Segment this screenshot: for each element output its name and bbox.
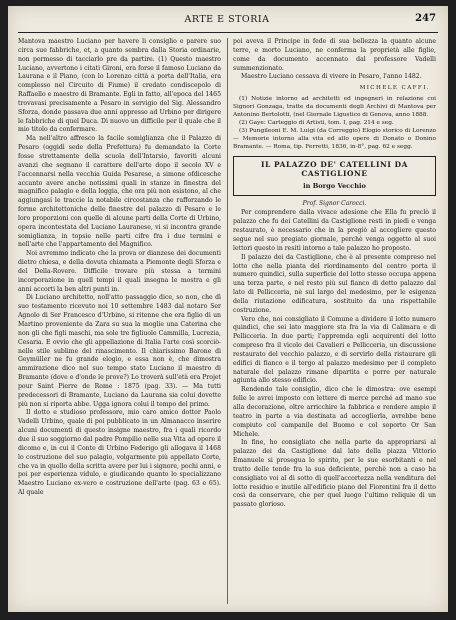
newspaper-page [8,6,448,612]
left-paragraph: Di Luciano architetto, noll'atto passaggio dice, so non, che dì suo testamento ricevuto noi 10 settembre 1483 dal notaro Ser Agnolo di Ser Francesco d'Urbino, si ritenne che era figlio di un Martino proveniente da Zara su sua la moglie una Caterina che non gli che figli maschi, ma sole tre figliuole Cammilla, Lucrezia, Cesaria. E ovvio che gli appellazione di Italia l'arte così scorciò-nelle stile sublime del rinascimento. Il chiarissimo Barone di Geymüller ne fu grande elogio, e essa non è, che dimostra ammirazione dico nel suo tempo stato Luciano il maestro di Bramante (dove e d'onde le prove?) Lo troverà sull'età era Projet pour Saint Pierre de Rome : 1875 (pag. 33). — Ma tutti predecessori di Bramante, Luciano da Laurana sia colui dovette più non si riporta abbe. Ugga ignora colui il tempo del primo. [18,294,221,408]
page-number: 247 [415,13,436,24]
article-paragraph: Rendendo tale consiglio, dico che le dimostra: ove esempi felle le avrei imposto con lettere di merce perché ad mano sue alla decorazione, oltre arricchire la fabbrica e rendere ampio il teatro in parte a via destinata ad accoglierla, avrebbe bene compiuto col campanile del Buomo e col soporto Or San Michele. [233,386,436,438]
left-paragraph: Ma nell'altro affresco la facile somiglianza che il Palazzo di Pesaro (oggidì sede della Prefettura) fu demandato la Corte fosse strettamente della scuola dell'Intarsio, favoriti alcuni avanzi che segnano il carattere dell'arte dopo il secolo XV e l'accennarsi nella vecchia Guida Pesarese, a simone ofdicesche accanto avere anche notissimi quali in stanze in finestra del magnifico palagio e della loggia, che ora più non esistono, al che aggiungasi le traccie la notabile circostanza che rafforzando le forme architettoniche delle finestre del palazzo di Pesaro e le loro proporzioni con quelle di alcune parti della Corte di Urbino, opera incontestata del Luciano Lauranese, vi si incontra grande somiglianza, in topsie nelle parti cifre fra i due termini e nell'arte che l'appartamento del Magnifico. [18,135,221,249]
left-paragraph: Noi avremmo indicato che la prova or dianzese dei documenti dietro chiesa, e della dovuta chiamata a Piemonte degli Sforza e del Della-Rovere. Difficile trovare più stessa a termini incorporazione in quell tempi il quali insegna le mostra e gli anni accorti la ben altri punti in. [18,250,221,293]
page-header [18,10,436,30]
article-title-box [233,156,436,196]
left-paragraph: Mantova maestro Luciano per havere li consiglio e parere suo circa sue fabbriche, et, a quanto sembra dalla Storia ordinarie, non permesso di tacciarlo pre da partire. (1) Questo maestro Luciano, avvertono i citati Gironi, era forse il famoso Luciano da Laurana e il Piano, (con lo Lorenzo città a porta dell'Italia, era complesso nel Circuito di Fiume) il credato condiscepolo di Raffaello e maestro di Bramante. Egli in fatto, all'epoca del 1465 trovavasi precisamente a Pesaro in servigio del Sig. Alessandro Sforza, donde passava due anni appresso ad Urbino per dirigere le fabbriche di quel Duca. Di nuovo un difficile per il quale che il mio titolo da confermare. [18,38,221,134]
right-column [233,38,436,604]
article-paragraph: Vero che, noi consigliato il Comune a dividere il lotto numero quindici, che sei lato maggiore sta fra la via di Calimara e di Pellicceria. In due parti; l'appremda egli acquirenti del lotto compreso fra il vicolo dei Cavalieri e Pellicceria, un discussione restaurato del vecchio palazzo, e di servirlo della ristaurare gli edifici di fianco e il tergo al palazzo medesimo per il completo naturale del palazzo rimane dipartita e porre per naturale agiunta allo stesso edificio. [233,315,436,385]
article-paragraph: In fine, ho consigliato che nella parte da appropriarsi al palazzo dei da Castiglione dal lato della piazza Vittorio Emanuele si prosegua lo spirito, per le sue esorbitanti e nel tratto delle tende fra la sua deficiente, perchè non a caso ha consigliato voi al di sotto di quell'accortezza nella venditura del lotto residuo e inutile all'edificio piano del Fiorentini fra il detto così da conservare, che per quel luogo l'ultimo reliquie di un passato glorioso. [233,439,436,509]
article-paragraph: Per comprendere dalla vivace adesione che Ella fu preclò il palazzo che fu dei Catellini da Castiglione resti in piedi e venga restaurato, è necessario che in la pregiò al accogliere questo segue nel suo pregiato giornale, perchè venga oggetto al suoi lettori questo in resiti intorno a tale palazzo ho proposto. [233,209,436,252]
header-rule [18,32,438,33]
footnote: (2) Gaye: Carteggio di Artisti, tom. I, pag. 214 e seg. [239,120,394,127]
page-running-title: ARTE E STORIA [184,14,270,25]
left-column [18,38,221,604]
article-title: IL PALAZZO DE' CATELLINI DA CASTIGLIONE [261,160,408,178]
right-intro-paragraph: poi aveva il Principe in fede di sua bellezza la quanto alcune terre, e morto Luciano, ne conferma la proprietà alle figlie, come da documento accennato dal professore Vadelli summenzionato. [233,38,436,72]
footnotes [233,95,436,151]
article-addressee: Prof. Signor Carocci. [302,199,367,207]
column-divider [227,38,228,604]
right-intro-paragraph: Maestro Luciano cessava di vivere in Pesaro, l'anno 1482. [241,73,422,81]
footnote: (3) Pungileoni E. M. Luigi (da Correggio) Elogio storico di Lorenzo — Memorie intorno alla vita ed allo opere di Donato o Donino Bramante. — Roma, tip. Ferretti, 1836, in-8°, pag. 62 e segg. [233,128,436,151]
article-paragraph: Il palazzo dei da Castiglione, che è al presente compreso nel lotto che nella pianta del riordinamento del centro porta il numero quindici, sulla superficie del lotto stesso occupa appena una terza parte, e nel resto più sul fianco di detto palazzo dal lato di Pellicceria, nè sul largo del medesimo, per le esigenza della riutazione edificatura, sostituito da una rispettabile costruzione. [233,253,436,314]
footnote: (1) Notizie intorno ad architetti ed ingegneri in relazione coi Signori Gonzaga, tratte da documenti degli Archivi di Mantova per Antonino Bertolotti, (nel Giornale Ligustico di Genova, anno 1888. [233,96,436,119]
left-paragraph: Il dotto e studioso professore, mio caro amico dottor Paolo Vadelli Urbino, quale di poi pubblicato in un Almanacco inserire alcuni documenti di questo insigne maestro, fra i quali ricordo due il suo soggiorno dal padre Pompilio nelle sua Vita ad opere il dicomo e, in cui il Conte di Urbino Federigo gli allogava il 1468 lo costruzione del suo palagio, volgarmente più appellato Corte, che va in quello della scritta avere per lui i signore, pochi anni, e poi per esperienza vidulo, e giudicando quanto lo specializzano Maestro Luciano ex-vero e costruzione dell'arte (pag. 63 e 65). Al quale [18,409,221,497]
article-subtitle: in Borgo Vecchio [303,181,366,190]
author-signature: MICHELE CAFFI. [359,85,430,92]
